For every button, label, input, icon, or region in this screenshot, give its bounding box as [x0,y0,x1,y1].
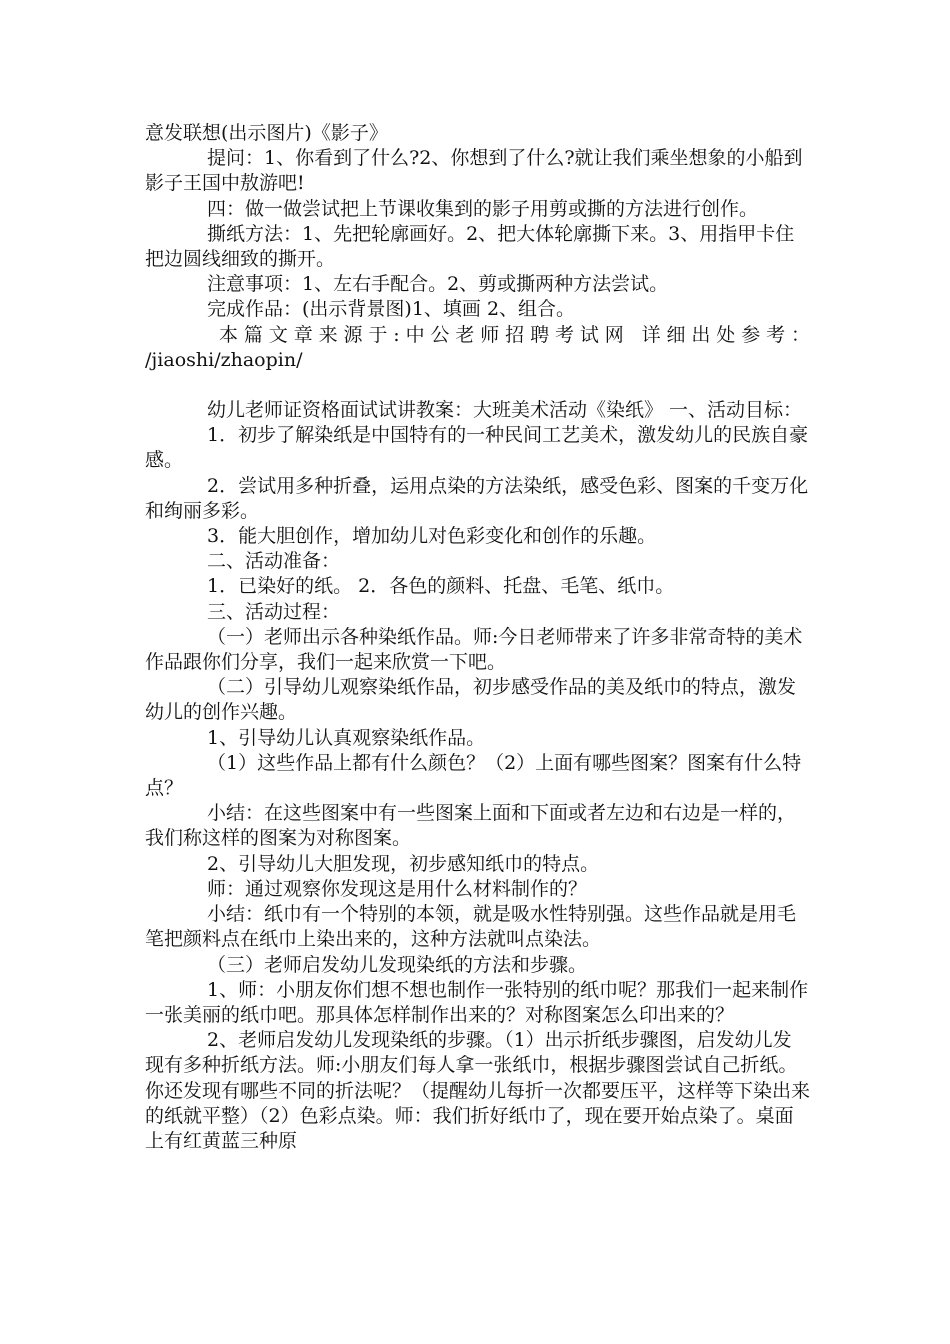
paragraph-6: 完成作品：(出示背景图)1、填画 2、组合。 [207,298,576,321]
paragraph-3: 四：做一做尝试把上节课收集到的影子用剪或撕的方法进行创作。 [207,197,759,220]
paragraph-11: 1．初步了解染纸是中国特有的一种民间工艺美术，激发幼儿的民族自豪感。 [145,424,809,472]
lesson-title: 幼儿老师证资格面试试讲教案：大班美术活动《染纸》 一、活动目标： [207,399,803,422]
section-heading-process: 三、活动过程： [207,600,341,623]
paragraph-22: 2、引导幼儿大胆发现，初步感知纸巾的特点。 [207,852,600,875]
source-line: 本篇文章来源于:中公老师招聘考试网 详细出处参考： [219,323,810,346]
paragraph-25: （三）老师启发幼儿发现染纸的方法和步骤。 [207,953,588,976]
paragraph-24: 小结：纸巾有一个特别的本领，就是吸水性特别强。这些作品就是用毛笔把颜料点在纸巾上染出来的，这种方法就叫点染法。 [145,903,797,951]
paragraph-26: 1、师：小朋友你们想不想也制作一张特别的纸巾呢？那我们一起来制作一张美丽的纸巾吧。那具体怎样制作出来的？对称图案怎么印出来的？ [145,978,809,1026]
paragraph-27: 2、老师启发幼儿发现染纸的步骤。（1）出示折纸步骤图，启发幼儿发现有多种折纸方法。师:小朋友们每人拿一张纸巾，根据步骤图尝试自己折纸。你还发现有哪些不同的折法呢？（提醒幼儿每折一次都要压平，这样等下染出来的纸就平整）（2）色彩点染。师：我们折好纸巾了，现在要开始点染了。桌面上有红黄蓝三种原 [145,1029,811,1152]
paragraph-4: 撕纸方法：1、先把轮廓画好。2、把大体轮廓撕下来。3、用指甲卡住把边圆线细致的撕开。 [145,222,795,271]
paragraph-20: （1）这些作品上都有什么颜色？（2）上面有哪些图案？图案有什么特点？ [145,751,802,800]
document-page [145,121,810,1154]
paragraph-12: 2．尝试用多种折叠，运用点染的方法染纸，感受色彩、图案的千变万化和绚丽多彩。 [145,474,809,522]
paragraph-18: （二）引导幼儿观察染纸作品，初步感受作品的美及纸巾的特点，激发幼儿的创作兴趣。 [145,676,797,724]
paragraph-1: 意发联想(出示图片)《影子》 [145,122,388,144]
source-url: /jiaoshi/zhaopin/ [145,348,303,371]
paragraph-17: （一）老师出示各种染纸作品。师:今日老师带来了许多非常奇特的美术作品跟你们分享，我们一起来欣赏一下吧。 [145,625,803,674]
paragraph-2: 提问：1、你看到了什么?2、你想到了什么?就让我们乘坐想象的小船到影子王国中敖游吧! [145,147,803,195]
paragraph-21: 小结：在这些图案中有一些图案上面和下面或者左边和右边是一样的，我们称这样的图案为对称图案。 [145,802,797,850]
paragraph-5: 注意事项：1、左右手配合。2、剪或撕两种方法尝试。 [207,273,669,296]
paragraph-19: 1、引导幼儿认真观察染纸作品。 [207,726,486,749]
section-heading-prep: 二、活动准备： [207,550,341,573]
blank-line [145,373,810,398]
paragraph-23: 师：通过观察你发现这是用什么材料制作的？ [207,877,588,900]
paragraph-15: 1．已染好的纸。 2．各色的颜料、托盘、毛笔、纸巾。 [207,575,675,598]
paragraph-13: 3．能大胆创作，增加幼儿对色彩变化和创作的乐趣。 [207,525,657,548]
